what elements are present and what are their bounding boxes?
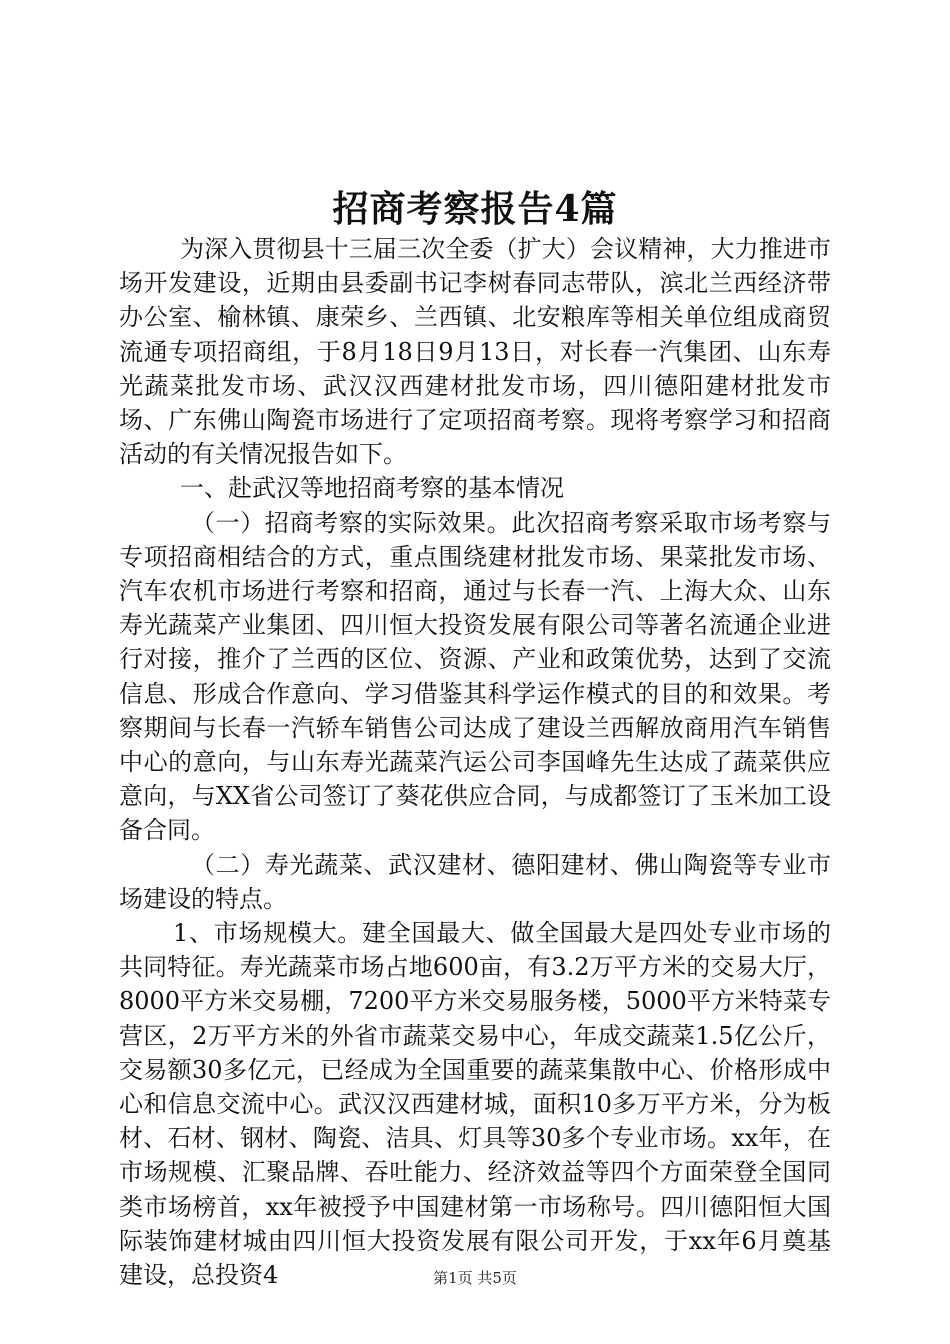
subsection-2-heading: （二）寿光蔬菜、武汉建材、德阳建材、佛山陶瓷等专业市场建设的特点。 (119, 850, 831, 913)
subsection-1-paragraph: （一）招商考察的实际效果。此次招商考察采取市场考察与专项招商相结合的方式，重点围绕建材批发市场、果菜批发市场、汽车农机市场进行考察和招商，通过与长春一汽、上海大众、山东寿光蔬菜产业集团、四川恒大投资发展有限公司等著名流通企业进行对接，推介了兰西的区位、资源、产业和政策优势，达到了交流信息、形成合作意向、学习借鉴其科学运作模式的目的和效果。考察期间与长春一汽轿车销售公司达成了建设兰西解放商用汽车销售中心的意向，与山东寿光蔬菜汽运公司李国峰先生达成了蔬菜供应意向，与XX省公司签订了葵花供应合同，与成都签订了玉米加工设备合同。 (119, 508, 831, 845)
page-number-footer: 第1页 共5页 (433, 1269, 517, 1287)
section-heading-1: 一、赴武汉等地招商考察的基本情况 (180, 474, 564, 503)
intro-paragraph: 为深入贯彻县十三届三次全委（扩大）会议精神，大力推进市场开发建设，近期由县委副书记李树春同志带队，滨北兰西经济带办公室、榆林镇、康荣乡、兰西镇、北安粮库等相关单位组成商贸流通专项招商组，于8月18日9月13日，对长春一汽集团、山东寿光蔬菜批发市场、武汉汉西建材批发市场，四川德阳建材批发市场、广东佛山陶瓷市场进行了定项招商考察。现将考察学习和招商活动的有关情况报告如下。 (119, 235, 831, 469)
document-title: 招商考察报告4篇 (332, 188, 618, 230)
document-body (119, 232, 831, 1292)
item-1-paragraph: 1、市场规模大。建全国最大、做全国最大是四处专业市场的共同特征。寿光蔬菜市场占地600亩，有3.2万平方米的交易大厅，8000平方米交易棚，7200平方米交易服务楼，5000平方米特菜专营区，2万平方米的外省市蔬菜交易中心，年成交蔬菜1.5亿公斤，交易额30多亿元，已经成为全国重要的蔬菜集散中心、价格形成中心和信息交流中心。武汉汉西建材城，面积10多万平方米，分为板材、石材、钢材、陶瓷、洁具、灯具等30多个专业市场。xx年，在市场规模、汇聚品牌、吞吐能力、经济效益等四个方面荣登全国同类市场榜首，xx年被授予中国建材第一市场称号。四川德阳恒大国际装饰建材城由四川恒大投资发展有限公司开发，于xx年6月奠基建设，总投资4 (119, 919, 831, 1290)
